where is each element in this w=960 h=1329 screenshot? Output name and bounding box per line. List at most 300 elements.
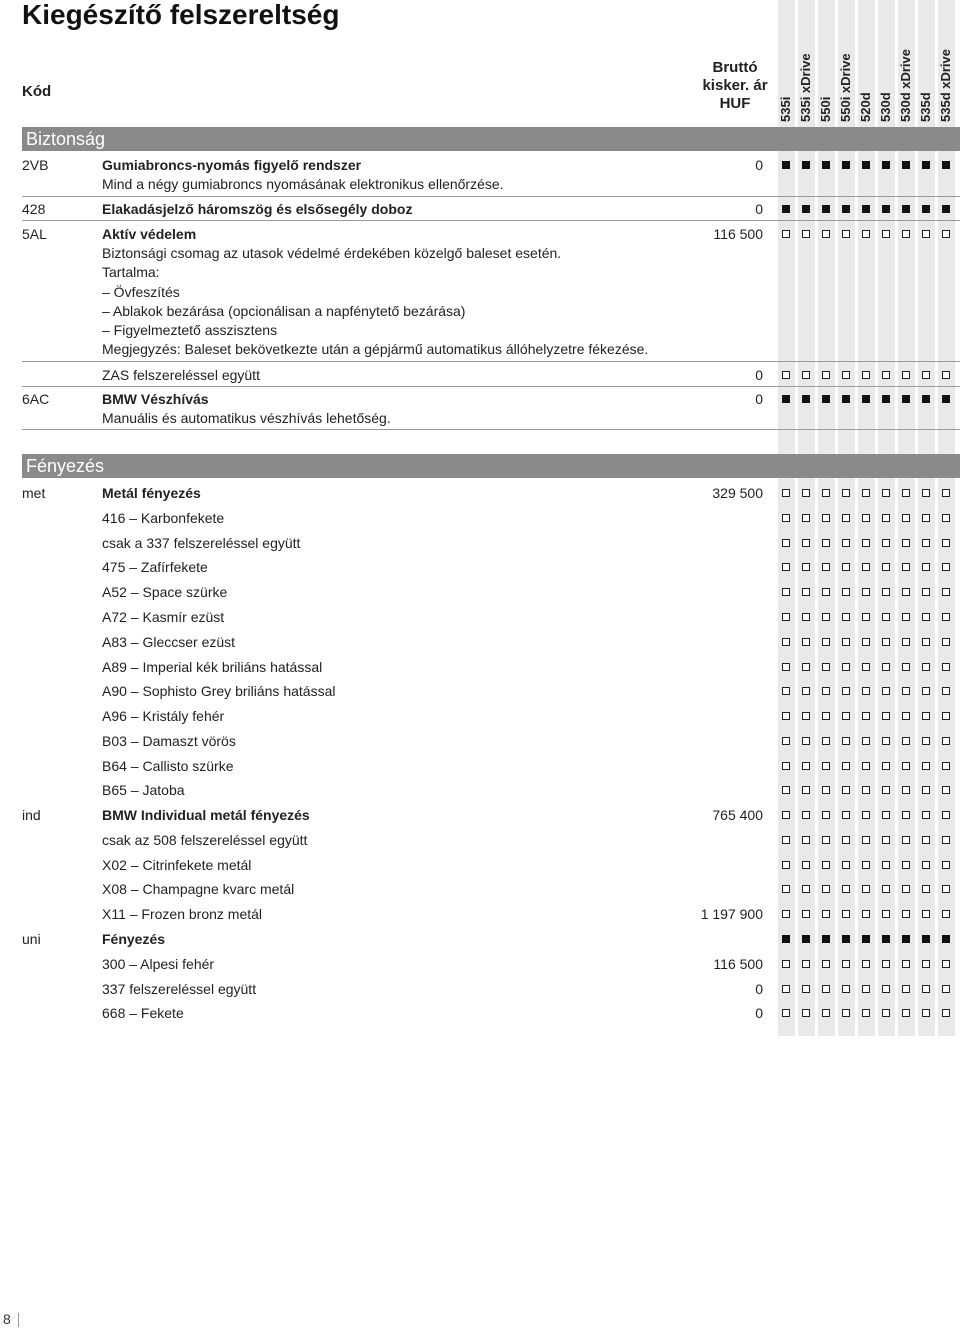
option-description: A89 – Imperial kék briliáns hatással <box>102 659 323 675</box>
optional-equipment-marker <box>842 563 850 571</box>
optional-equipment-marker <box>922 1009 930 1017</box>
optional-equipment-marker <box>822 836 830 844</box>
optional-equipment-marker <box>822 985 830 993</box>
optional-equipment-marker <box>782 836 790 844</box>
standard-equipment-marker <box>882 395 890 403</box>
option-description: X02 – Citrinfekete metál <box>102 857 252 873</box>
optional-equipment-marker <box>782 885 790 893</box>
optional-equipment-marker <box>802 489 810 497</box>
optional-equipment-marker <box>782 960 790 968</box>
row-divider <box>22 220 960 221</box>
standard-equipment-marker <box>922 395 930 403</box>
standard-equipment-marker <box>942 935 950 943</box>
optional-equipment-marker <box>822 811 830 819</box>
standard-equipment-marker <box>802 161 810 169</box>
optional-equipment-marker <box>782 514 790 522</box>
option-price: 116 500 <box>713 956 763 972</box>
optional-equipment-marker <box>782 910 790 918</box>
section-header: Biztonság <box>22 127 960 151</box>
optional-equipment-marker <box>862 811 870 819</box>
model-label: 550i <box>818 96 833 122</box>
model-label: 535d xDrive <box>938 49 953 122</box>
optional-equipment-marker <box>922 663 930 671</box>
optional-equipment-marker <box>782 687 790 695</box>
optional-equipment-marker <box>782 1009 790 1017</box>
optional-equipment-marker <box>902 960 910 968</box>
optional-equipment-marker <box>882 861 890 869</box>
optional-equipment-marker <box>782 762 790 770</box>
option-description: Megjegyzés: Baleset bekövetkezte után a gépjármű automatikus állóhelyzetre fékezése. <box>102 341 649 358</box>
option-description: 475 – Zafírfekete <box>102 559 208 575</box>
optional-equipment-marker <box>942 588 950 596</box>
model-label: 535i xDrive <box>798 53 813 122</box>
standard-equipment-marker <box>882 161 890 169</box>
option-description: 300 – Alpesi fehér <box>102 956 215 972</box>
option-price: 0 <box>755 367 763 383</box>
optional-equipment-marker <box>822 712 830 720</box>
optional-equipment-marker <box>862 230 870 238</box>
option-price: 0 <box>755 981 763 997</box>
optional-equipment-marker <box>862 1009 870 1017</box>
optional-equipment-marker <box>802 836 810 844</box>
option-description: A96 – Kristály fehér <box>102 708 225 724</box>
optional-equipment-marker <box>842 811 850 819</box>
optional-equipment-marker <box>842 687 850 695</box>
standard-equipment-marker <box>822 205 830 213</box>
optional-equipment-marker <box>922 539 930 547</box>
option-name: BMW Vészhívás <box>102 391 209 407</box>
optional-equipment-marker <box>862 588 870 596</box>
option-name: Gumiabroncs-nyomás figyelő rendszer <box>102 157 362 173</box>
page-number: 8 <box>3 1311 11 1327</box>
optional-equipment-marker <box>782 712 790 720</box>
option-description: A72 – Kasmír ezüst <box>102 609 225 625</box>
section-header: Fényezés <box>22 454 960 478</box>
standard-equipment-marker <box>802 935 810 943</box>
optional-equipment-marker <box>882 638 890 646</box>
standard-equipment-marker <box>902 395 910 403</box>
option-code: met <box>22 485 46 501</box>
model-header <box>798 2 818 122</box>
option-description: B64 – Callisto szürke <box>102 758 234 774</box>
option-description: A90 – Sophisto Grey briliáns hatással <box>102 683 336 699</box>
optional-equipment-marker <box>902 489 910 497</box>
optional-equipment-marker <box>842 638 850 646</box>
optional-equipment-marker <box>862 985 870 993</box>
code-column-header: Kód <box>22 83 52 100</box>
option-description: B03 – Damaszt vörös <box>102 733 236 749</box>
option-description: Manuális és automatikus vészhívás lehetőség. <box>102 410 391 427</box>
optional-equipment-marker <box>822 737 830 745</box>
model-header <box>938 2 958 122</box>
row-divider <box>22 386 960 387</box>
option-code: 428 <box>22 201 46 217</box>
standard-equipment-marker <box>862 395 870 403</box>
model-header <box>918 2 938 122</box>
optional-equipment-marker <box>882 786 890 794</box>
optional-equipment-marker <box>802 687 810 695</box>
optional-equipment-marker <box>802 563 810 571</box>
optional-equipment-marker <box>782 563 790 571</box>
option-description: X11 – Frozen bronz metál <box>102 906 263 922</box>
option-description: csak a 337 felszereléssel együtt <box>102 535 301 551</box>
optional-equipment-marker <box>902 230 910 238</box>
standard-equipment-marker <box>782 935 790 943</box>
optional-equipment-marker <box>882 762 890 770</box>
optional-equipment-marker <box>942 489 950 497</box>
optional-equipment-marker <box>862 712 870 720</box>
optional-equipment-marker <box>822 885 830 893</box>
optional-equipment-marker <box>902 762 910 770</box>
optional-equipment-marker <box>902 836 910 844</box>
optional-equipment-marker <box>942 638 950 646</box>
standard-equipment-marker <box>802 395 810 403</box>
optional-equipment-marker <box>922 737 930 745</box>
optional-equipment-marker <box>822 663 830 671</box>
optional-equipment-marker <box>842 910 850 918</box>
optional-equipment-marker <box>882 588 890 596</box>
optional-equipment-marker <box>822 910 830 918</box>
standard-equipment-marker <box>902 205 910 213</box>
optional-equipment-marker <box>922 960 930 968</box>
standard-equipment-marker <box>782 161 790 169</box>
standard-equipment-marker <box>942 205 950 213</box>
optional-equipment-marker <box>902 786 910 794</box>
optional-equipment-marker <box>942 1009 950 1017</box>
optional-equipment-marker <box>942 985 950 993</box>
optional-equipment-marker <box>802 371 810 379</box>
model-header <box>898 2 918 122</box>
option-description: – Figyelmeztető asszisztens <box>102 322 278 338</box>
optional-equipment-marker <box>902 985 910 993</box>
option-description: ZAS felszereléssel együtt <box>102 367 260 383</box>
optional-equipment-marker <box>842 514 850 522</box>
standard-equipment-marker <box>942 161 950 169</box>
optional-equipment-marker <box>902 885 910 893</box>
optional-equipment-marker <box>802 613 810 621</box>
model-label: 535d <box>918 92 933 122</box>
option-price: 1 197 900 <box>700 906 763 922</box>
standard-equipment-marker <box>902 935 910 943</box>
option-code: 6AC <box>22 391 50 407</box>
optional-equipment-marker <box>782 539 790 547</box>
optional-equipment-marker <box>882 885 890 893</box>
optional-equipment-marker <box>862 762 870 770</box>
optional-equipment-marker <box>822 514 830 522</box>
model-header <box>818 2 838 122</box>
optional-equipment-marker <box>942 563 950 571</box>
option-code: 5AL <box>22 226 47 242</box>
standard-equipment-marker <box>842 395 850 403</box>
optional-equipment-marker <box>862 687 870 695</box>
optional-equipment-marker <box>922 563 930 571</box>
row-divider <box>22 196 960 197</box>
optional-equipment-marker <box>882 910 890 918</box>
optional-equipment-marker <box>862 836 870 844</box>
optional-equipment-marker <box>822 960 830 968</box>
optional-equipment-marker <box>782 371 790 379</box>
optional-equipment-marker <box>802 885 810 893</box>
standard-equipment-marker <box>882 935 890 943</box>
optional-equipment-marker <box>802 985 810 993</box>
optional-equipment-marker <box>842 230 850 238</box>
optional-equipment-marker <box>902 687 910 695</box>
optional-equipment-marker <box>882 539 890 547</box>
optional-equipment-marker <box>922 638 930 646</box>
optional-equipment-marker <box>782 786 790 794</box>
optional-equipment-marker <box>922 613 930 621</box>
option-price: 0 <box>755 1005 763 1021</box>
optional-equipment-marker <box>822 613 830 621</box>
optional-equipment-marker <box>922 811 930 819</box>
option-description: – Övfeszítés <box>102 283 180 300</box>
optional-equipment-marker <box>842 1009 850 1017</box>
optional-equipment-marker <box>942 230 950 238</box>
standard-equipment-marker <box>842 935 850 943</box>
optional-equipment-marker <box>922 230 930 238</box>
optional-equipment-marker <box>782 638 790 646</box>
optional-equipment-marker <box>822 588 830 596</box>
standard-equipment-marker <box>922 935 930 943</box>
option-code: uni <box>22 931 41 947</box>
standard-equipment-marker <box>862 205 870 213</box>
row-divider <box>22 361 960 362</box>
optional-equipment-marker <box>842 861 850 869</box>
optional-equipment-marker <box>842 762 850 770</box>
option-description: A52 – Space szürke <box>102 584 228 600</box>
option-name: Elakadásjelző háromszög és elsősegély doboz <box>102 201 413 217</box>
option-description: Tartalma: <box>102 264 160 281</box>
optional-equipment-marker <box>802 737 810 745</box>
optional-equipment-marker <box>922 910 930 918</box>
optional-equipment-marker <box>942 762 950 770</box>
option-description: B65 – Jatoba <box>102 782 185 798</box>
option-name: Aktív védelem <box>102 226 197 242</box>
optional-equipment-marker <box>802 712 810 720</box>
optional-equipment-marker <box>822 371 830 379</box>
optional-equipment-marker <box>862 910 870 918</box>
optional-equipment-marker <box>842 588 850 596</box>
page-number-divider <box>18 1313 19 1327</box>
standard-equipment-marker <box>862 161 870 169</box>
optional-equipment-marker <box>882 811 890 819</box>
standard-equipment-marker <box>842 161 850 169</box>
option-price: 329 500 <box>712 485 763 501</box>
optional-equipment-marker <box>862 489 870 497</box>
optional-equipment-marker <box>822 687 830 695</box>
optional-equipment-marker <box>822 539 830 547</box>
optional-equipment-marker <box>802 588 810 596</box>
optional-equipment-marker <box>922 371 930 379</box>
model-label: 550i xDrive <box>838 53 853 122</box>
standard-equipment-marker <box>842 205 850 213</box>
optional-equipment-marker <box>902 663 910 671</box>
optional-equipment-marker <box>862 663 870 671</box>
optional-equipment-marker <box>842 885 850 893</box>
optional-equipment-marker <box>942 613 950 621</box>
option-name: Fényezés <box>102 931 166 947</box>
option-name: Metál fényezés <box>102 485 201 501</box>
model-header <box>778 2 798 122</box>
optional-equipment-marker <box>782 663 790 671</box>
optional-equipment-marker <box>942 737 950 745</box>
optional-equipment-marker <box>882 663 890 671</box>
optional-equipment-marker <box>842 737 850 745</box>
optional-equipment-marker <box>922 786 930 794</box>
optional-equipment-marker <box>942 712 950 720</box>
optional-equipment-marker <box>922 489 930 497</box>
optional-equipment-marker <box>782 861 790 869</box>
optional-equipment-marker <box>842 371 850 379</box>
optional-equipment-marker <box>922 712 930 720</box>
optional-equipment-marker <box>942 910 950 918</box>
optional-equipment-marker <box>862 960 870 968</box>
optional-equipment-marker <box>782 230 790 238</box>
optional-equipment-marker <box>802 861 810 869</box>
optional-equipment-marker <box>902 539 910 547</box>
model-header <box>858 2 878 122</box>
optional-equipment-marker <box>862 539 870 547</box>
option-code: ind <box>22 807 41 823</box>
standard-equipment-marker <box>822 935 830 943</box>
standard-equipment-marker <box>922 161 930 169</box>
optional-equipment-marker <box>862 613 870 621</box>
optional-equipment-marker <box>922 885 930 893</box>
optional-equipment-marker <box>922 514 930 522</box>
price-column-header <box>684 59 786 113</box>
option-description: Mind a négy gumiabroncs nyomásának elektronikus ellenőrzése. <box>102 176 504 193</box>
optional-equipment-marker <box>802 514 810 522</box>
optional-equipment-marker <box>802 1009 810 1017</box>
standard-equipment-marker <box>822 395 830 403</box>
optional-equipment-marker <box>862 861 870 869</box>
optional-equipment-marker <box>842 663 850 671</box>
optional-equipment-marker <box>822 861 830 869</box>
optional-equipment-marker <box>862 371 870 379</box>
optional-equipment-marker <box>862 885 870 893</box>
optional-equipment-marker <box>822 1009 830 1017</box>
optional-equipment-marker <box>802 539 810 547</box>
optional-equipment-marker <box>802 762 810 770</box>
standard-equipment-marker <box>822 161 830 169</box>
model-label: 530d xDrive <box>898 49 913 122</box>
optional-equipment-marker <box>942 371 950 379</box>
optional-equipment-marker <box>822 762 830 770</box>
option-price: 0 <box>755 157 763 173</box>
optional-equipment-marker <box>922 687 930 695</box>
standard-equipment-marker <box>882 205 890 213</box>
optional-equipment-marker <box>942 885 950 893</box>
optional-equipment-marker <box>822 563 830 571</box>
price-header-line: HUF <box>719 95 751 112</box>
option-code: 2VB <box>22 157 49 173</box>
optional-equipment-marker <box>882 514 890 522</box>
optional-equipment-marker <box>942 861 950 869</box>
optional-equipment-marker <box>842 489 850 497</box>
optional-equipment-marker <box>842 786 850 794</box>
optional-equipment-marker <box>822 786 830 794</box>
option-price: 0 <box>755 391 763 407</box>
optional-equipment-marker <box>942 960 950 968</box>
option-description: Biztonsági csomag az utasok védelmé érdekében közelgő baleset esetén. <box>102 245 562 262</box>
optional-equipment-marker <box>942 786 950 794</box>
optional-equipment-marker <box>862 638 870 646</box>
option-price: 765 400 <box>712 807 763 823</box>
optional-equipment-marker <box>822 230 830 238</box>
optional-equipment-marker <box>882 563 890 571</box>
optional-equipment-marker <box>942 663 950 671</box>
optional-equipment-marker <box>942 811 950 819</box>
option-description: – Ablakok bezárása (opcionálisan a napfénytető bezárása) <box>102 302 466 319</box>
optional-equipment-marker <box>842 712 850 720</box>
price-header-line: Bruttó <box>712 59 758 76</box>
optional-equipment-marker <box>842 960 850 968</box>
optional-equipment-marker <box>882 836 890 844</box>
optional-equipment-marker <box>862 514 870 522</box>
standard-equipment-marker <box>782 205 790 213</box>
optional-equipment-marker <box>902 588 910 596</box>
optional-equipment-marker <box>902 712 910 720</box>
optional-equipment-marker <box>902 514 910 522</box>
optional-equipment-marker <box>882 489 890 497</box>
model-label: 535i <box>778 96 793 122</box>
optional-equipment-marker <box>882 960 890 968</box>
price-header-line: kisker. ár <box>702 77 768 94</box>
optional-equipment-marker <box>902 563 910 571</box>
optional-equipment-marker <box>882 1009 890 1017</box>
optional-equipment-marker <box>802 910 810 918</box>
option-description: csak az 508 felszereléssel együtt <box>102 832 308 848</box>
option-description: A83 – Gleccser ezüst <box>102 634 236 650</box>
standard-equipment-marker <box>802 205 810 213</box>
option-description: X08 – Champagne kvarc metál <box>102 881 295 897</box>
option-description: 668 – Fekete <box>102 1005 184 1021</box>
model-header <box>878 2 898 122</box>
optional-equipment-marker <box>802 230 810 238</box>
standard-equipment-marker <box>862 935 870 943</box>
optional-equipment-marker <box>902 811 910 819</box>
optional-equipment-marker <box>802 811 810 819</box>
optional-equipment-marker <box>922 588 930 596</box>
optional-equipment-marker <box>882 613 890 621</box>
optional-equipment-marker <box>902 613 910 621</box>
optional-equipment-marker <box>862 563 870 571</box>
optional-equipment-marker <box>902 861 910 869</box>
optional-equipment-marker <box>842 539 850 547</box>
optional-equipment-marker <box>862 737 870 745</box>
optional-equipment-marker <box>782 737 790 745</box>
standard-equipment-marker <box>902 161 910 169</box>
optional-equipment-marker <box>922 762 930 770</box>
row-divider <box>22 429 960 430</box>
standard-equipment-marker <box>942 395 950 403</box>
optional-equipment-marker <box>842 985 850 993</box>
optional-equipment-marker <box>802 663 810 671</box>
optional-equipment-marker <box>882 230 890 238</box>
standard-equipment-marker <box>782 395 790 403</box>
optional-equipment-marker <box>842 836 850 844</box>
optional-equipment-marker <box>802 960 810 968</box>
optional-equipment-marker <box>882 712 890 720</box>
optional-equipment-marker <box>902 1009 910 1017</box>
optional-equipment-marker <box>902 910 910 918</box>
optional-equipment-marker <box>842 613 850 621</box>
optional-equipment-marker <box>902 737 910 745</box>
optional-equipment-marker <box>822 638 830 646</box>
optional-equipment-marker <box>782 811 790 819</box>
optional-equipment-marker <box>942 539 950 547</box>
option-name: BMW Individual metál fényezés <box>102 807 310 823</box>
